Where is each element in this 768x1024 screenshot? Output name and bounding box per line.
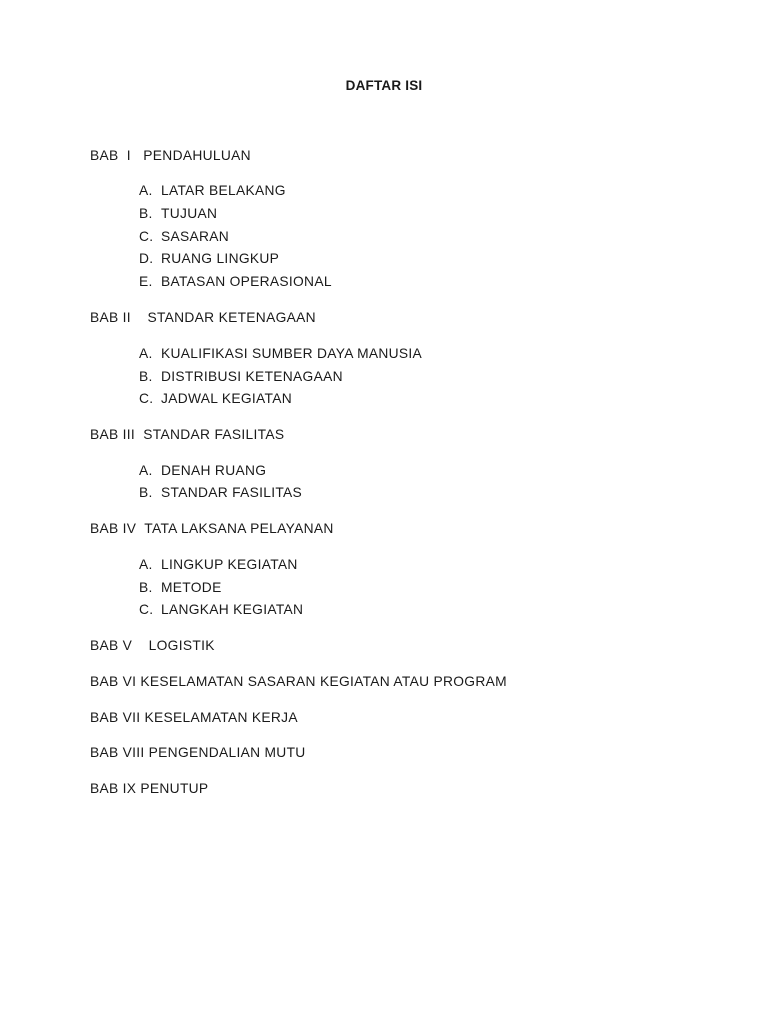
- item-text: JADWAL KEGIATAN: [161, 391, 292, 406]
- item-text: LANGKAH KEGIATAN: [161, 602, 304, 617]
- item-text: BATASAN OPERASIONAL: [161, 274, 332, 289]
- item-letter: C.: [139, 391, 154, 406]
- item-letter: A.: [139, 183, 153, 198]
- item-letter: E.: [139, 274, 153, 289]
- item-letter: C.: [139, 229, 154, 244]
- item-text: LINGKUP KEGIATAN: [161, 557, 298, 572]
- chapter-heading: BAB IV TATA LAKSANA PELAYANAN: [90, 521, 334, 536]
- item-letter: A.: [139, 557, 153, 572]
- item-text: KUALIFIKASI SUMBER DAYA MANUSIA: [161, 346, 423, 361]
- item-letter: C.: [139, 602, 154, 617]
- item-letter: B.: [139, 369, 153, 384]
- item-text: DISTRIBUSI KETENAGAAN: [161, 369, 343, 384]
- chapter-heading: BAB V LOGISTIK: [90, 638, 215, 653]
- chapter-heading: BAB I PENDAHULUAN: [90, 148, 251, 163]
- item-letter: B.: [139, 485, 153, 500]
- item-text: RUANG LINGKUP: [161, 251, 280, 266]
- item-letter: B.: [139, 580, 153, 595]
- chapter-heading: BAB VI KESELAMATAN SASARAN KEGIATAN ATAU PROGRAM: [90, 674, 507, 689]
- chapter-heading: BAB VII KESELAMATAN KERJA: [90, 710, 298, 725]
- item-text: METODE: [161, 580, 222, 595]
- chapter-heading: BAB IX PENUTUP: [90, 781, 209, 796]
- item-text: STANDAR FASILITAS: [161, 485, 303, 500]
- chapter-heading: BAB II STANDAR KETENAGAAN: [90, 310, 316, 325]
- item-letter: A.: [139, 346, 153, 361]
- item-text: LATAR BELAKANG: [161, 183, 286, 198]
- chapter-heading: BAB VIII PENGENDALIAN MUTU: [90, 745, 306, 760]
- item-letter: B.: [139, 206, 153, 221]
- chapter-heading: BAB III STANDAR FASILITAS: [90, 427, 285, 442]
- item-text: DENAH RUANG: [161, 463, 267, 478]
- item-text: TUJUAN: [161, 206, 218, 221]
- page-title: DAFTAR ISI: [345, 78, 423, 93]
- item-letter: A.: [139, 463, 153, 478]
- item-letter: D.: [139, 251, 154, 266]
- item-text: SASARAN: [161, 229, 230, 244]
